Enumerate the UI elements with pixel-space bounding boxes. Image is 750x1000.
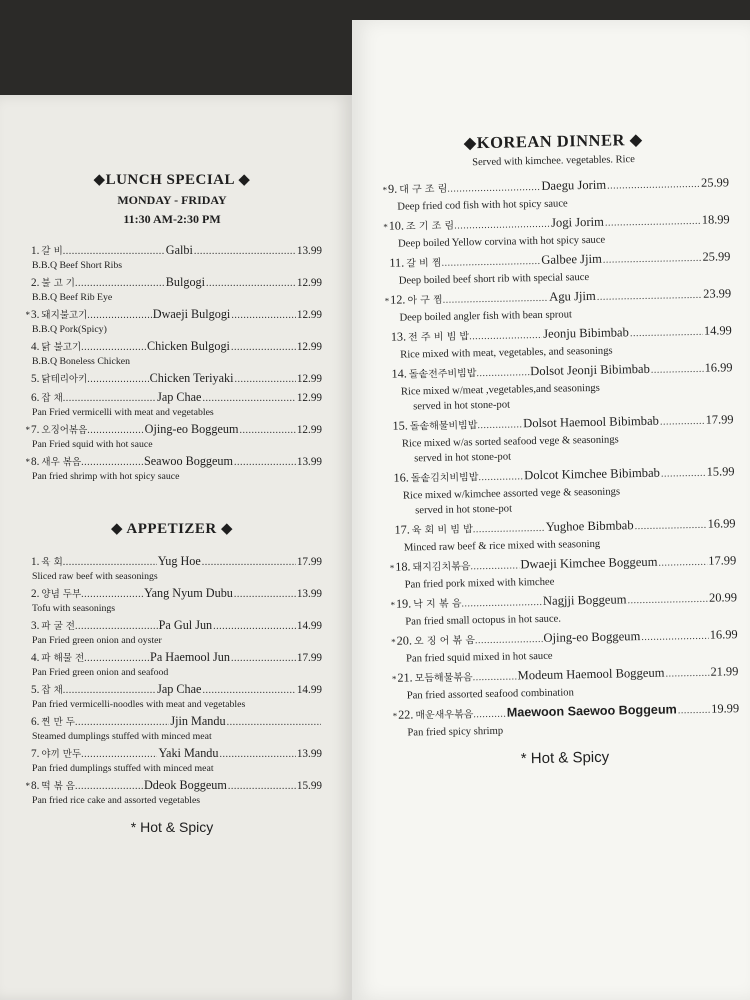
item-description: Pan fried small octopus in hot sauce. xyxy=(405,613,562,628)
item-name: Dolcot Kimchee Bibimbab xyxy=(524,465,661,483)
menu-item xyxy=(385,514,736,556)
menu-item-row xyxy=(22,746,322,762)
item-number: 4. xyxy=(31,341,40,353)
item-description: B.B.Q Beef Short Ribs xyxy=(32,260,123,271)
item-korean-name: 파 해물 전 xyxy=(41,653,85,664)
leader-dots xyxy=(220,747,296,762)
item-korean-name: 양념 두부 xyxy=(41,589,82,600)
leader-dots xyxy=(227,715,321,730)
menu-right-page xyxy=(352,20,750,1000)
leader-dots xyxy=(476,364,529,383)
menu-item xyxy=(380,210,731,252)
leader-dots xyxy=(443,290,549,310)
spicy-marker: * xyxy=(392,710,398,721)
menu-item-row xyxy=(22,586,322,602)
menu-item xyxy=(383,410,734,467)
leader-dots xyxy=(75,619,158,634)
item-name: Daegu Jorim xyxy=(541,177,607,193)
item-korean-name: 돼지불고기 xyxy=(41,310,88,321)
menu-item xyxy=(22,778,322,807)
leader-dots xyxy=(81,340,146,355)
item-korean-name: 새우 볶음 xyxy=(41,457,82,468)
menu-item xyxy=(386,551,737,593)
item-korean-name: 대 구 조 림 xyxy=(399,183,448,196)
menu-item xyxy=(22,746,322,775)
item-name: Dwaeji Bulgogi xyxy=(152,307,231,321)
item-number: 6. xyxy=(31,716,40,728)
item-name: Yang Nyum Dubu xyxy=(144,586,233,600)
item-name: Modeum Haemool Boggeum xyxy=(517,665,665,683)
lunch-days: MONDAY - FRIDAY xyxy=(117,193,227,207)
item-price: 18.99 xyxy=(701,212,730,227)
leader-dots xyxy=(228,779,296,794)
item-price: 16.99 xyxy=(709,627,738,642)
item-price: 17.99 xyxy=(296,652,323,664)
leader-dots xyxy=(478,468,523,487)
item-price: 17.99 xyxy=(708,553,737,568)
item-description: Pan fried shrimp with hot spicy sauce xyxy=(32,471,180,482)
item-number: 17. xyxy=(394,522,410,537)
item-price: 14.99 xyxy=(296,684,322,696)
item-number: 8. xyxy=(31,780,40,792)
menu-item-row xyxy=(22,454,322,470)
item-name: Agu Jjim xyxy=(549,288,596,304)
item-price: 13.99 xyxy=(296,588,322,600)
item-price: 21.99 xyxy=(710,664,739,679)
item-description: Pan fried spicy shrimp xyxy=(407,725,504,739)
leader-dots xyxy=(206,276,296,291)
item-number: 8. xyxy=(31,456,40,468)
menu-item-row xyxy=(22,650,322,666)
item-korean-name: 갈 비 찜 xyxy=(406,257,442,270)
item-number: 5. xyxy=(31,684,40,696)
item-description: B.B.Q Pork(Spicy) xyxy=(32,324,107,335)
item-description: B.B.Q Boneless Chicken xyxy=(32,356,130,367)
item-number: 14. xyxy=(391,366,407,381)
appetizer-menu-list xyxy=(22,554,322,807)
korean-dinner-subtitle: Served with kimchee. vegetables. Rice xyxy=(472,154,635,169)
item-number: 2. xyxy=(31,277,40,289)
item-korean-name: 오징어볶음 xyxy=(41,425,88,436)
leader-dots xyxy=(473,520,545,539)
menu-item xyxy=(22,650,322,679)
item-name: Jjin Mandu xyxy=(170,714,226,728)
leader-dots xyxy=(469,327,542,346)
spicy-marker: * xyxy=(390,599,396,610)
item-description: Deep boiled beef short rib with special sauce xyxy=(398,271,590,287)
item-serving-note: served in hot stone-pot xyxy=(413,399,511,413)
item-price: 20.99 xyxy=(708,590,738,605)
leader-dots xyxy=(658,554,707,573)
spicy-marker: * xyxy=(391,673,397,684)
item-name: Maewoon Saewoo Boggeum xyxy=(506,702,677,720)
leader-dots xyxy=(81,455,143,470)
leader-dots xyxy=(75,276,165,291)
menu-item xyxy=(22,390,322,419)
item-number: 7. xyxy=(31,748,40,760)
item-number: 9. xyxy=(387,181,398,196)
leader-dots xyxy=(75,715,169,730)
menu-item-row xyxy=(22,371,322,387)
appetizer-title: ◆ APPETIZER ◆ xyxy=(110,521,234,537)
item-description: Rice mixed w/as sorted seafood vege & seasonings xyxy=(401,434,619,450)
item-price: 14.99 xyxy=(703,323,732,338)
item-name: Dwaeji Kimchee Boggeum xyxy=(520,554,658,572)
item-description: Deep boiled angler fish with bean sprout xyxy=(399,309,572,324)
item-price: 12.99 xyxy=(296,309,323,321)
menu-item xyxy=(22,422,322,451)
dinner-menu-list xyxy=(379,173,740,741)
item-korean-name: 오 징 어 볶 음 xyxy=(413,635,476,648)
leader-dots xyxy=(239,423,295,438)
item-korean-name: 야끼 만두 xyxy=(41,749,82,760)
leader-dots xyxy=(607,176,700,196)
leader-dots xyxy=(235,372,296,387)
menu-item-row xyxy=(22,275,322,291)
menu-item xyxy=(380,247,731,289)
item-name: Ojing-eo Boggeum xyxy=(543,629,641,645)
menu-item-row xyxy=(22,714,322,730)
menu-item xyxy=(22,554,322,583)
spicy-marker: * xyxy=(383,221,388,232)
item-description: Pan fried rice cake and assorted vegetables xyxy=(32,795,201,806)
item-description: Minced raw beef & rice mixed with seasoning xyxy=(403,538,601,554)
spicy-marker: * xyxy=(391,636,396,647)
leader-dots xyxy=(87,423,143,438)
item-name: Galbee Jjim xyxy=(541,251,602,267)
item-price: 13.99 xyxy=(296,748,322,760)
appetizer-hot-spicy-note: * Hot & Spicy xyxy=(130,819,214,835)
item-number: 16. xyxy=(393,470,409,485)
item-price: 12.99 xyxy=(296,277,323,289)
item-name: Jap Chae xyxy=(157,682,202,696)
leader-dots xyxy=(475,631,543,650)
item-price: 25.99 xyxy=(702,249,731,264)
leader-dots xyxy=(81,587,143,602)
item-description: Pan Fried green onion and seafood xyxy=(32,667,169,678)
menu-item xyxy=(388,662,739,704)
leader-dots xyxy=(630,324,703,343)
leader-dots xyxy=(634,517,706,536)
leader-dots xyxy=(660,413,705,432)
item-korean-name: 파 굴 전 xyxy=(41,621,75,632)
leader-dots xyxy=(63,683,156,698)
menu-item xyxy=(22,618,322,647)
leader-dots xyxy=(472,668,516,687)
leader-dots xyxy=(441,253,540,273)
item-number: 4. xyxy=(31,652,40,664)
item-description: Pan fried squid mixed in hot sauce xyxy=(405,650,553,665)
item-number: 6. xyxy=(31,392,40,404)
lunch-hours: 11:30 AM-2:30 PM xyxy=(123,212,221,226)
leader-dots xyxy=(661,465,706,484)
item-price: 12.99 xyxy=(296,341,322,353)
item-korean-name: 아 구 찜 xyxy=(407,294,443,307)
item-number: 2. xyxy=(31,588,40,600)
item-price: 15.99 xyxy=(296,780,323,792)
item-price: 25.99 xyxy=(700,175,730,190)
item-price: 13.99 xyxy=(296,245,323,257)
item-description: Pan Fried green onion and oyster xyxy=(32,635,162,646)
leader-dots xyxy=(678,702,711,721)
leader-dots xyxy=(473,706,506,725)
menu-item-row xyxy=(22,422,322,438)
leader-dots xyxy=(63,555,157,570)
menu-item xyxy=(22,371,322,387)
item-name: Nagjji Boggeum xyxy=(542,592,627,608)
leader-dots xyxy=(234,455,296,470)
item-price: 12.99 xyxy=(296,392,322,404)
item-number: 3. xyxy=(31,309,40,321)
item-korean-name: 닭 불고기 xyxy=(41,342,82,353)
leader-dots xyxy=(87,372,148,387)
spicy-marker: * xyxy=(25,310,30,320)
item-number: 3. xyxy=(31,620,40,632)
item-price: 23.99 xyxy=(703,286,732,301)
menu-item xyxy=(387,588,738,630)
item-description: Rice mixed with meat, vegetables, and seasonings xyxy=(400,345,613,361)
menu-item-row xyxy=(22,243,322,259)
menu-item xyxy=(22,339,322,368)
appetizer-panel xyxy=(22,519,322,835)
leader-dots xyxy=(477,416,522,435)
menu-item-row xyxy=(22,618,322,634)
item-description: Deep boiled Yellow corvina with hot spicy sauce xyxy=(397,234,606,250)
item-korean-name: 육 회 xyxy=(41,557,63,568)
menu-item-row xyxy=(22,390,322,406)
leader-dots xyxy=(81,747,157,762)
item-name: Jap Chae xyxy=(157,390,202,404)
leader-dots xyxy=(603,250,702,270)
item-description: Pan Fried vermicelli with meat and vegetables xyxy=(32,407,214,418)
item-name: Jogi Jorim xyxy=(550,214,605,230)
item-serving-note: served in hot stone-pot xyxy=(414,451,512,465)
menu-item xyxy=(22,682,322,711)
lunch-menu-list xyxy=(22,243,322,483)
spicy-marker: * xyxy=(25,425,30,435)
item-korean-name: 모듬해물볶음 xyxy=(414,672,473,685)
item-korean-name: 떡 볶 음 xyxy=(41,781,75,792)
item-price: 15.99 xyxy=(706,464,735,479)
leader-dots xyxy=(627,591,708,611)
menu-item xyxy=(22,714,322,743)
item-korean-name: 낙 지 볶 음 xyxy=(413,598,462,611)
item-description: Pan fried pork mixed with kimchee xyxy=(404,576,555,591)
leader-dots xyxy=(470,557,519,576)
leader-dots xyxy=(597,287,703,307)
menu-item xyxy=(388,625,739,667)
item-number: 20. xyxy=(396,633,413,648)
item-price: 17.99 xyxy=(296,556,322,568)
item-number: 1. xyxy=(31,245,40,257)
item-name: Seawoo Boggeum xyxy=(143,454,233,468)
item-korean-name: 전 주 비 빔 밥 xyxy=(408,331,470,344)
dinner-hot-spicy-note: * Hot & Spicy xyxy=(520,748,610,768)
menu-item xyxy=(382,358,733,415)
item-number: 13. xyxy=(390,329,407,344)
item-price: 13.99 xyxy=(296,456,323,468)
item-description: Pan fried vermicelli-noodles with meat and vegetables xyxy=(32,699,246,710)
menu-item-row xyxy=(22,554,322,570)
leader-dots xyxy=(665,665,709,684)
item-number: 10. xyxy=(388,218,405,233)
item-korean-name: 닭테리아키 xyxy=(41,374,88,385)
item-name: Jeonju Bibimbab xyxy=(543,325,629,341)
item-description: B.B.Q Beef Rib Eye xyxy=(32,292,113,303)
item-name: Chicken Teriyaki xyxy=(149,371,234,385)
item-description: Rice mixed w/meat ,vegetables,and seasonings xyxy=(400,382,600,398)
menu-item xyxy=(389,699,740,741)
menu-item xyxy=(22,586,322,615)
item-korean-name: 돌솥김치비빔밥 xyxy=(410,472,479,485)
leader-dots xyxy=(447,179,540,199)
item-korean-name: 불 고 기 xyxy=(41,278,75,289)
menu-item xyxy=(22,275,322,304)
spicy-marker: * xyxy=(382,184,388,195)
leader-dots xyxy=(84,651,149,666)
leader-dots xyxy=(63,391,156,406)
menu-item xyxy=(382,321,733,363)
item-name: Dolsot Jeonji Bibimbab xyxy=(530,361,650,379)
item-name: Chicken Bulgogi xyxy=(147,339,230,353)
item-serving-note: served in hot stone-pot xyxy=(415,503,513,517)
lunch-special-title: ◆LUNCH SPECIAL ◆ xyxy=(93,172,251,188)
menu-item xyxy=(384,462,735,519)
item-name: Pa Haemool Jun xyxy=(150,650,230,664)
item-description: Pan fried assorted seafood combination xyxy=(406,687,574,702)
menu-item xyxy=(379,173,730,215)
leader-dots xyxy=(202,391,295,406)
menu-item-row xyxy=(22,307,322,323)
item-description: Steamed dumplings stuffed with minced meat xyxy=(32,731,212,742)
item-korean-name: 육 회 비 빔 밥 xyxy=(411,524,473,537)
leader-dots xyxy=(651,361,704,380)
menu-item xyxy=(381,284,732,326)
item-number: 11. xyxy=(389,255,405,270)
item-korean-name: 돌솥전주비빔밥 xyxy=(408,368,477,381)
item-price: 17.99 xyxy=(705,412,734,427)
leader-dots xyxy=(454,216,550,236)
leader-dots xyxy=(234,587,296,602)
menu-item xyxy=(22,454,322,483)
lunch-special-panel xyxy=(22,170,322,835)
leader-dots xyxy=(641,628,709,647)
menu-item-row xyxy=(22,339,322,355)
item-number: 12. xyxy=(390,292,406,307)
leader-dots xyxy=(213,619,296,634)
leader-dots xyxy=(87,308,152,323)
item-price: 12.99 xyxy=(296,373,323,385)
item-number: 19. xyxy=(395,596,412,611)
menu-item-row xyxy=(22,778,322,794)
item-name: Dolsot Haemool Bibimbab xyxy=(523,413,660,431)
leader-dots xyxy=(231,340,296,355)
item-price: 19.99 xyxy=(711,701,740,716)
item-description: Deep fried cod fish with hot spicy sauce xyxy=(397,198,568,213)
item-name: Bulgogi xyxy=(165,275,206,289)
item-korean-name: 잡 채 xyxy=(41,685,63,696)
item-name: Galbi xyxy=(165,243,193,257)
item-korean-name: 갈 비 xyxy=(41,246,63,257)
spicy-marker: * xyxy=(389,562,395,573)
menu-item-row xyxy=(22,682,322,698)
item-korean-name: 찐 만 두 xyxy=(41,717,75,728)
leader-dots xyxy=(461,594,542,614)
item-price: 14.99 xyxy=(296,620,323,632)
item-price: 16.99 xyxy=(707,516,736,531)
item-name: Ojing-eo Boggeum xyxy=(144,422,239,436)
item-name: Yughoe Bibmbab xyxy=(545,518,634,534)
item-number: 18. xyxy=(395,559,411,574)
korean-dinner-panel xyxy=(378,128,740,770)
item-number: 22. xyxy=(397,707,414,722)
korean-dinner-title: ◆KOREAN DINNER ◆ xyxy=(463,129,643,153)
item-name: Yaki Mandu xyxy=(158,746,219,760)
leader-dots xyxy=(194,244,296,259)
item-korean-name: 매운새우볶음 xyxy=(415,709,474,722)
item-korean-name: 돌솥해물비빔밥 xyxy=(409,420,478,433)
item-name: Ddeok Boggeum xyxy=(143,778,227,792)
item-korean-name: 잡 채 xyxy=(41,393,63,404)
item-number: 7. xyxy=(31,424,40,436)
spicy-marker: * xyxy=(25,457,30,467)
leader-dots xyxy=(231,651,296,666)
menu-item xyxy=(22,243,322,272)
item-number: 1. xyxy=(31,556,40,568)
item-description: Sliced raw beef with seasonings xyxy=(32,571,158,582)
item-description: Pan fried dumplings stuffed with minced meat xyxy=(32,763,214,774)
item-description: Pan Fried squid with hot sauce xyxy=(32,439,153,450)
spicy-marker: * xyxy=(25,781,30,791)
item-number: 15. xyxy=(392,418,408,433)
leader-dots xyxy=(202,683,295,698)
item-price: 16.99 xyxy=(704,360,733,375)
leader-dots xyxy=(605,213,701,233)
item-name: Yug Hoe xyxy=(157,554,201,568)
item-number: 5. xyxy=(31,373,40,385)
item-description: Tofu with seasonings xyxy=(32,603,116,614)
leader-dots xyxy=(231,308,296,323)
item-name: Pa Gul Jun xyxy=(158,618,213,632)
leader-dots xyxy=(202,555,296,570)
menu-item xyxy=(22,307,322,336)
leader-dots xyxy=(63,244,165,259)
item-korean-name: 조 기 조 림 xyxy=(405,220,455,233)
menu-left-page xyxy=(0,95,352,1000)
spicy-marker: * xyxy=(384,295,390,306)
item-description: Rice mixed w/kimchee assorted vege & seasonings xyxy=(402,486,621,502)
item-price: 12.99 xyxy=(296,424,322,436)
leader-dots xyxy=(75,779,143,794)
item-number: 21. xyxy=(397,670,413,685)
item-korean-name: 돼지김치볶음 xyxy=(412,561,471,574)
